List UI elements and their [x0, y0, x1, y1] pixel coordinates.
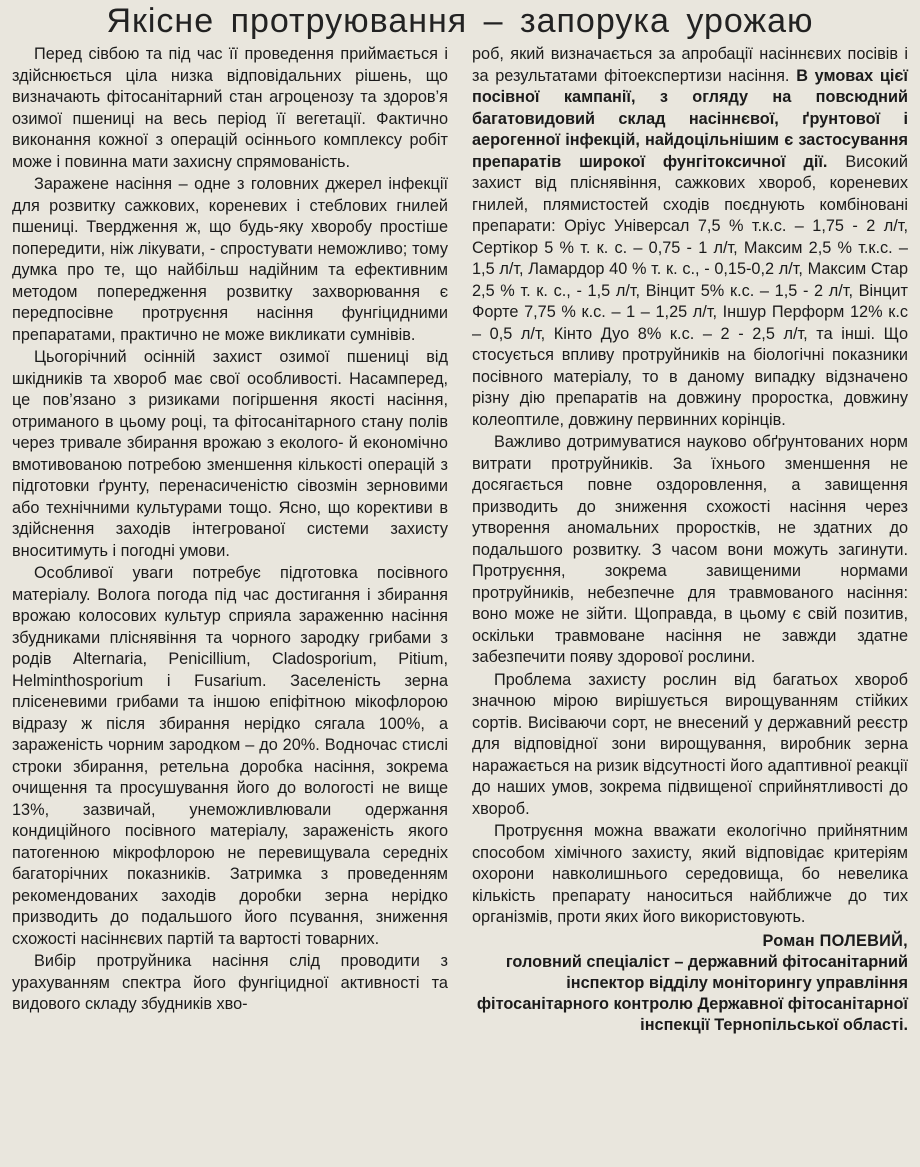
right-column: [472, 44, 908, 1036]
author-position: головний спеціаліст – державний фітосанітарний інспектор відділу моніторингу управління фітосанітарного контролю Державної фітосанітарної інспекції Тернопільської області.: [476, 952, 908, 1034]
paragraph: Проблема захисту рослин від багатьох хвороб значною мірою вирішується вирощуванням стійких сортів. Висіваючи сорт, не внесений у державний реєстр для відповідної зони вирощування, виробник зерна наражається на ризик відсутності його адаптивної реакції до наших умов, зокрема підвищеної сприйнятливості до хвороб.: [472, 670, 908, 818]
paragraph: Перед сівбою та під час її проведення приймається і здійснюється ціла низка відповідальних рішень, що визначають фітосанітарний стан агроценозу та здоров’я озимої пшениці на весь період її вегетації. Фактично виконання кожної з операцій осіннього комплексу робіт може і повинна мати захисну спрямованість.: [12, 45, 448, 171]
paragraph: Вибір протруйника насіння слід проводити з урахуванням спектра його фунгіцидної активності та видового складу збудників хво-: [12, 952, 448, 1013]
paragraph-lead-text: роб, який визначається за апробації насіннєвих посівів і за результатами фітоекспертизи насіння.: [472, 45, 908, 85]
paragraph: Заражене насіння – одне з головних джерел інфекції для розвитку сажкових, кореневих і стеблових гнилей пшениці. Твердження ж, що будь-яку хворобу простіше попередити, ніж лікувати, - спростувати неможливо; тому думка про те, що найбільш надійним та ефективним методом попередження розвитку захворювання є передпосівне протруєння насіння фунгіцидними препаратами, практично не може викликати сумнівів.: [12, 175, 448, 344]
paragraph: Особливої уваги потребує підготовка посівного матеріалу. Волога погода під час достигання і збирання врожаю колосових культур сприяла зараженню насіння збудниками пліснявіння та чорного зародку грибами з родів Alternaria, Penicillium, Cladosporium, Pitium, Helminthosporium і Fusarium. Заселеність зерна плісеневими грибами та іншою епіфітною мікофлорою відразу ж після збирання нерідко сягала 100%, а зараженість чорним зародком – до 20%. Водночас стислі строки збирання, ретельна доробка насіння, зокрема очищення та просушування його до вологості не вище 13%, зазвичай, унеможливлювали одержання кондиційного посівного матеріалу, зараженість якого патогенною мікрофлорою не перевищувала середніх багаторічних показників. Затримка з проведенням рекомендованих заходів доробки зерна нерідко призводить до подальшого його псування, зниження схожості насіннєвих партій та вартості товарних.: [12, 564, 448, 948]
left-column: [12, 44, 448, 1036]
paragraph-bold-text: В умовах цієї посівної кампанії, з огляду на повсюдний багатовидовий склад насіннєвої, ґрунтової і аерогенної інфекцій, найдоцільнішим є застосування препаратів широкої фунгітоксичної дії.: [472, 66, 909, 171]
paragraph: Цьогорічний осінній захист озимої пшениці від шкідників та хвороб має свої особливості. Насамперед, це пов’язано з ризиками погіршення якості насіння, отриманого в цьому році, та фітосанітарного стану полів через тривале збирання врожаю з еколого- й економічно вмотивованою потребою зменшення кількості операцій з підготовки ґрунту, перенасиченістю сівозмін зерновими або технічними культурами тощо. Ясно, що корективи в здійснення заходів інтегрованої системи захисту вноситимуть і погодні умови.: [12, 348, 448, 560]
paragraph-continued: [472, 44, 908, 431]
article-columns: [12, 44, 908, 1036]
author-signature: [472, 931, 908, 1036]
article-title: Якісне протруювання – запорука урожаю: [106, 2, 814, 40]
paragraph: Протруєння можна вважати екологічно прийнятним способом хімічного захисту, який відповідає критеріям охорони навколишнього середовища, бо невелика кількість препарату наноситься найближче до тих організмів, проти яких його використовують.: [472, 822, 908, 926]
paragraph: Важливо дотримуватися науково обґрунтованих норм витрати протруйників. За їхнього зменшення не досягається повне оздоровлення, а завищення призводить до зниження схожості насіння через утворення аномальних проростків, не здатних до подальшого розвитку. З часом вони можуть загинути. Протруєння, зокрема завищеними нормами протруйників, небезпечне для травмованого насіння: воно може не зійти. Щоправда, в цьому є свій позитив, оскільки травмоване насіння не завжди здатне забезпечити появу здорової рослини.: [472, 433, 908, 666]
paragraph-tail-text: Високий захист від пліснявіння, сажкових хвороб, кореневих гнилей, плямистостей сходів поєднують комбіновані препарати: Оріус Універсал 7,5 % т.к.с. – 1,75 - 2 л/т, Сертікор 5 % т. к. с. – 0,75 - 1 л/т, Максим 2,5 % т.к.с. – 1,5 л/т, Ламардор 40 % т. к. с., - 0,15-0,2 л/т, Максим Стар 2,5 % т. к. с., - 1,5 л/т, Вінцит 5% к.с. – 1,5 - 2 л/т, Вінцит Форте 7,75 % к.с. – 1 – 1,25 л/т, Іншур Перформ 12% к.с – 0,5 л/т, Кінто Дуо 8% к.с. – 2 - 2,5 л/т, та інші. Що стосується впливу протруйників на біологічні показники посівного матеріалу, то в даному випадку відзначено різну дію препаратів на довжину проростка, довжину колеоптиле, довжину первинних корінців.: [472, 152, 908, 429]
author-name: Роман ПОЛЕВИЙ,: [762, 931, 908, 950]
